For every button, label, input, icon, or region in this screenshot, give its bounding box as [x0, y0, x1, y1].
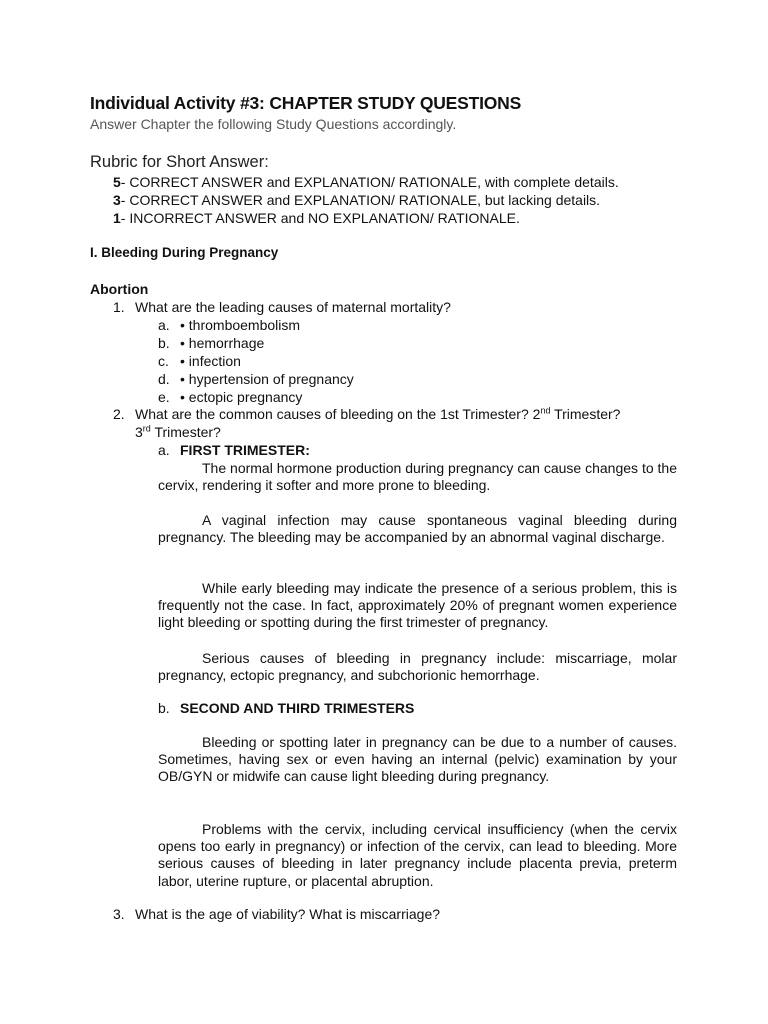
question-text: What is the age of viability? What is miscarriage? [135, 906, 441, 922]
question-text-part: 3 [135, 424, 143, 440]
superscript: nd [540, 405, 551, 416]
answer-item [158, 389, 302, 405]
section-heading: I. Bleeding During Pregnancy [90, 245, 279, 260]
rubric-text: - CORRECT ANSWER and EXPLANATION/ RATIONALE, but lacking details. [120, 192, 601, 208]
paragraph: Bleeding or spotting later in pregnancy can be due to a number of causes. Sometimes, having sex or even having an internal (pelvic) examination by your OB/GYN or midwife can cause light bleeding during pregnancy. [158, 734, 677, 785]
answer-item [158, 353, 241, 369]
rubric-text: - INCORRECT ANSWER and NO EXPLANATION/ RATIONALE. [120, 210, 520, 226]
question-number: 3. [113, 906, 125, 922]
rubric-item-5 [113, 174, 619, 190]
rubric-item-1 [113, 210, 520, 226]
paragraph: A vaginal infection may cause spontaneous vaginal bleeding during pregnancy. The bleeding may be accompanied by an abnormal vaginal discharge. [158, 512, 677, 546]
sub-heading-abortion: Abortion [90, 281, 149, 297]
answer-text: • hypertension of pregnancy [180, 371, 354, 387]
rubric-item-3 [113, 192, 600, 208]
part-letter: b. [158, 700, 170, 716]
part-heading-text: SECOND AND THIRD TRIMESTERS [180, 700, 415, 716]
superscript: rd [142, 423, 151, 434]
answer-letter: d. [158, 371, 170, 387]
question-number: 1. [113, 299, 125, 315]
part-a-heading [158, 442, 310, 458]
question-text-part: Trimester? [550, 406, 621, 422]
answer-text: • thromboembolism [180, 317, 301, 333]
question-2-continued [135, 424, 221, 440]
answer-item [158, 371, 354, 387]
answer-letter: b. [158, 335, 170, 351]
question-2 [113, 406, 620, 422]
answer-item [158, 317, 300, 333]
question-1 [113, 299, 451, 315]
paragraph: The normal hormone production during pregnancy can cause changes to the cervix, rendering it softer and more prone to bleeding. [158, 460, 677, 494]
answer-text: • infection [180, 353, 241, 369]
answer-letter: e. [158, 389, 170, 405]
question-text: What are the leading causes of maternal mortality? [135, 299, 451, 315]
rubric-score: 5 [113, 174, 121, 190]
paragraph: Problems with the cervix, including cervical insufficiency (when the cervix opens too early in pregnancy) or infection of the cervix, can lead to bleeding. More serious causes of bleeding in later pregnancy include placenta previa, preterm labor, uterine rupture, or placental abruption. [158, 821, 677, 889]
question-text [135, 406, 620, 422]
rubric-score: 1 [113, 210, 121, 226]
answer-item [158, 335, 264, 351]
answer-letter: c. [158, 353, 169, 369]
question-3 [113, 906, 440, 922]
page-title: Individual Activity #3: CHAPTER STUDY QUESTIONS [90, 93, 522, 113]
page-subtitle: Answer Chapter the following Study Questions accordingly. [90, 116, 457, 132]
part-letter: a. [158, 442, 170, 458]
rubric-text: - CORRECT ANSWER and EXPLANATION/ RATIONALE, with complete details. [120, 174, 619, 190]
part-b-heading [158, 700, 414, 716]
rubric-score: 3 [113, 192, 121, 208]
answer-text: • ectopic pregnancy [180, 389, 303, 405]
question-text-part: Trimester? [150, 424, 221, 440]
answer-letter: a. [158, 317, 170, 333]
question-number: 2. [113, 406, 125, 422]
paragraph: Serious causes of bleeding in pregnancy include: miscarriage, molar pregnancy, ectopic pregnancy, and subchorionic hemorrhage. [158, 650, 677, 684]
rubric-heading: Rubric for Short Answer: [90, 153, 269, 171]
answer-text: • hemorrhage [180, 335, 265, 351]
part-heading-text: FIRST TRIMESTER: [180, 442, 310, 458]
question-text-part: What are the common causes of bleeding on the 1st Trimester? 2 [135, 406, 541, 422]
paragraph: While early bleeding may indicate the presence of a serious problem, this is frequently not the case. In fact, approximately 20% of pregnant women experience light bleeding or spotting during the first trimester of pregnancy. [158, 580, 677, 631]
